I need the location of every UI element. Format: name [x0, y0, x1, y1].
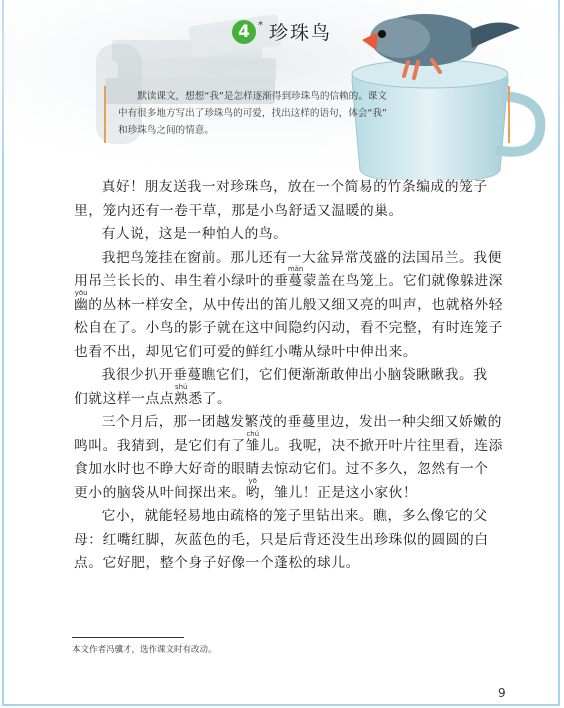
reading-prompt [104, 86, 510, 143]
paragraph-2: 有人说，这是一种怕人的鸟。 [101, 226, 288, 242]
footnote: 本文作者冯骥才，选作课文时有改动。 [72, 645, 217, 655]
page-number: 9 [498, 686, 506, 700]
paragraph-4: 我很少扒开垂蔓瞧它们，它们便渐渐敢伸出小脑袋瞅瞅我。我 们就这样一点点熟shú悉了。 [74, 367, 488, 407]
lesson-heading [232, 18, 332, 45]
prompt-line: 中有很多地方写出了珍珠鸟的可爱，找出这样的语句，体会“我” [118, 108, 387, 119]
self-study-mark: * [258, 20, 263, 31]
lesson-body [74, 176, 518, 576]
lesson-title: 珍珠鸟 [269, 22, 333, 44]
paragraph-1: 真好！朋友送我一对珍珠鸟，放在一个简易的竹条编成的笼子 里，笼内还有一卷干草，那是小鸟舒适又温暖的巢。 [74, 179, 488, 219]
pinyin-annotation: 蔓màn [287, 265, 304, 289]
pinyin-annotation: 哟yō [245, 476, 260, 501]
prompt-line: 默读课文，想想“我”是怎样逐渐得到珍珠鸟的信赖的。课文 [137, 91, 387, 102]
footnote-divider [72, 637, 184, 638]
lesson-number: 4 [232, 20, 256, 44]
paragraph-5: 三个月后，那一团越发繁茂的垂蔓里边，发出一种尖细又娇嫩的 鸣叫。我猜到，是它们有了雏chú儿。我呢，决不掀开叶片往里看，连添 食加水时也不睁大好奇的眼睛去惊动它们。过不多久，忽然有一个 更小的脑袋从叶间探出来。哟yō，雏儿！正是这小家伙！ [74, 414, 503, 501]
pinyin-annotation: 幽yōu [74, 288, 89, 313]
prompt-line: 和珍珠鸟之间的情意。 [118, 125, 214, 136]
pinyin-annotation: 雏chú [245, 429, 260, 454]
paragraph-3: 我把鸟笼挂在窗前。那儿还有一大盆异常茂盛的法国吊兰。我便 用吊兰长长的、串生着小绿叶的垂蔓màn蒙盖在鸟笼上。它们就像躲进深 幽yōu的丛林一样安全，从中传出的笛儿般又细又亮的叫声，也就格外轻 松自在了。小鸟的影子就在这中间隐约闪动，看不完整，有时连笼子 也看不出，却见它们可爱的鲜红小嘴从绿叶中伸出来。 [74, 249, 503, 360]
pinyin-annotation: 熟shú [174, 382, 189, 407]
paragraph-6: 它小，就能轻易地由疏格的笼子里钻出来。瞧，多么像它的父 母：红嘴红脚，灰蓝色的毛，只是后背还没生出珍珠似的圆圆的白 点。它好肥，整个身子好像一个蓬松的球儿。 [74, 508, 489, 571]
